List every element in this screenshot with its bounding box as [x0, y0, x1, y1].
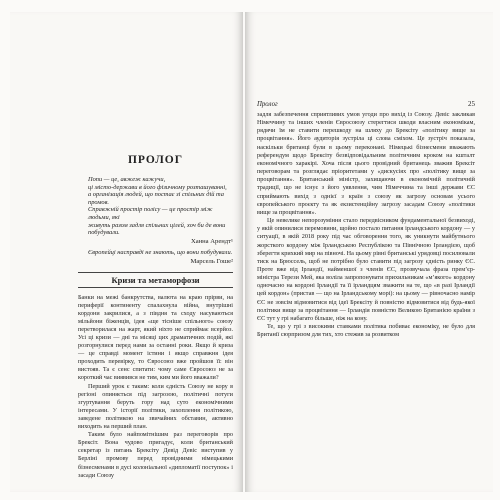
epigraph-line: Справжній простір полісу — це простір між людьми, які [88, 206, 213, 221]
left-body-text [78, 294, 233, 480]
epigraph-line: а організація людей, що постає зі спільних дій та промов. [88, 191, 224, 206]
paragraph: Це невелике непорозуміння стало передвісником фундаментальної безвиході, у якій опинилися перемовини, щойно постало питання ірландського кордону — у ситуації, в якій 2018 року під час обговорення того, як уникнути майбутнього жорсткого кордону між Ірландською Республікою та Північною Ірландією, щоб зберегти крихкий мир на півночі. На цьому рівні британські урядовці посилювали тиск на Брюссель, щоб не потрібно було ставити під загрозу єдність ринку ЄС. Проте вже від Ірландії, найменшої з членів ЄС, прозвучала фраза прем’єр-міністра Терези Мей, яка воліла запропонувати прихильникам «м’якого» кордону одночасно на кордоні Ірландії та її ірландцям зважити на те, що «в разі Ірландії цей кордон» (пристав — що на Ірландському морі): на цьому — рівночасно намір ЄС не зовсім відмовитися від ідеї Брексіту й повністю відмовитися від будь-якої політики вище за процвітання — Ірландія повністю Великою Британією країни з ЄС тут у грі набагато більше, ніж на кону. [257, 217, 475, 322]
right-body-text [257, 111, 475, 339]
epigraph-line: Європейці насправді не знають, що вони побудували. [88, 249, 233, 257]
paragraph: Перший урок є таким: коли єдність Союзу не кору в регіоні опиняється під загрозою, політичні потуги згуртування беруть гору над суто економічними інтересами. У історії політики, захоплення політикою, заведене політикою на звичайних обставин, активно виходить на перший план. [78, 382, 233, 431]
left-page [10, 12, 243, 492]
paragraph: Те, що у грі з високими ставками політика побиває економіку, не було для Британії сюрпризом для тих, хто стежив за розвитком [257, 323, 475, 339]
paragraph: задля забезпечення сприятливих умов угоди про вихід із Союзу. Девіс закликав Німеччину та інших членів Євросоюзу стерегтися шкоди власним економікам, рядячи їм не ставити перешкоду на шляху до Брексіту «політику вище за процвітання». Його аудиторія зустріла ці слова сміхом. Це зустріч показала, наскільки британці були в цьому переконані. Німецькі бізнесмени вважають референдум щодо Брексіту безвідповідальним політичним кроком на кшталт економічного харакірі. Хоча після цього провідний британець зважив Брексіт переговорам та розглядає пріоритетами у «дискусіях про «політику вище за процвітання». Британський міністр, захищаючи в економічній політичній традиції, що не існує з його уявлення, чим Німеччина та інші держави ЄС сприймають вихід з однієї з країн з союзу як загрозу основам усього європейського проєкту та як екзистенційну загрозу засадам Союзу «політики вище за процвітання». [257, 111, 475, 216]
epigraph-author: Ханна Арендт¹ [190, 237, 233, 245]
paragraph: Таким було найпомітнішим раз переговорів про Брексіт. Вона чудово пригадує, коли британський секретар із питань Брексіту Девід Девіс виступив у Берліні промову перед провідними німецькими бізнесменами в дусі колоніальної «дипломатії поступок» і засади Союзу [78, 431, 233, 479]
right-page-content [257, 100, 475, 492]
epigraph-2 [88, 249, 233, 265]
epigraph-1 [88, 176, 233, 245]
epigraph-author: Марсель Гоше² [190, 257, 233, 265]
running-head [257, 100, 475, 108]
epigraph-line: ці місто-держави в його фізичному розташуванні, [88, 183, 227, 191]
page-number: 25 [468, 100, 475, 108]
chapter-title: ПРОЛОГ [127, 154, 184, 166]
epigraph-line: живуть разом задля спільних цілей, хоч би де вони побудували. [88, 221, 226, 237]
left-page-content [78, 154, 233, 492]
section-title: Кризи та метаморфози [78, 272, 233, 288]
paragraph: Банки на межі банкрутства, валюта на краю прірви, на периферії континенту спалахнула війна, внутрішні кордони закрилися, а з півдня та сходу насуваються мільйони біженців, ідея «ще тісніше спільного» союзу перетворилася на жарт, який ніхто не сприймає всерйоз. Усі ці кризи — дні та місяці цих драматичних подій, які розгорнулися перед нами за останні роки. Якщо й криза — це справді момент істини і якщо справжня ідея проходить перевірку, то Євросоюз вже пройшов її: він вистояв. Та є сенс спитати: чому саме Євросоюз не за короткий час виявився не тим, ким ми його вважали? [78, 293, 233, 382]
right-page [245, 12, 493, 492]
running-head-title: Пролог [257, 101, 278, 108]
epigraph-line: Попи — це, авжеж кажучи, [88, 176, 166, 183]
